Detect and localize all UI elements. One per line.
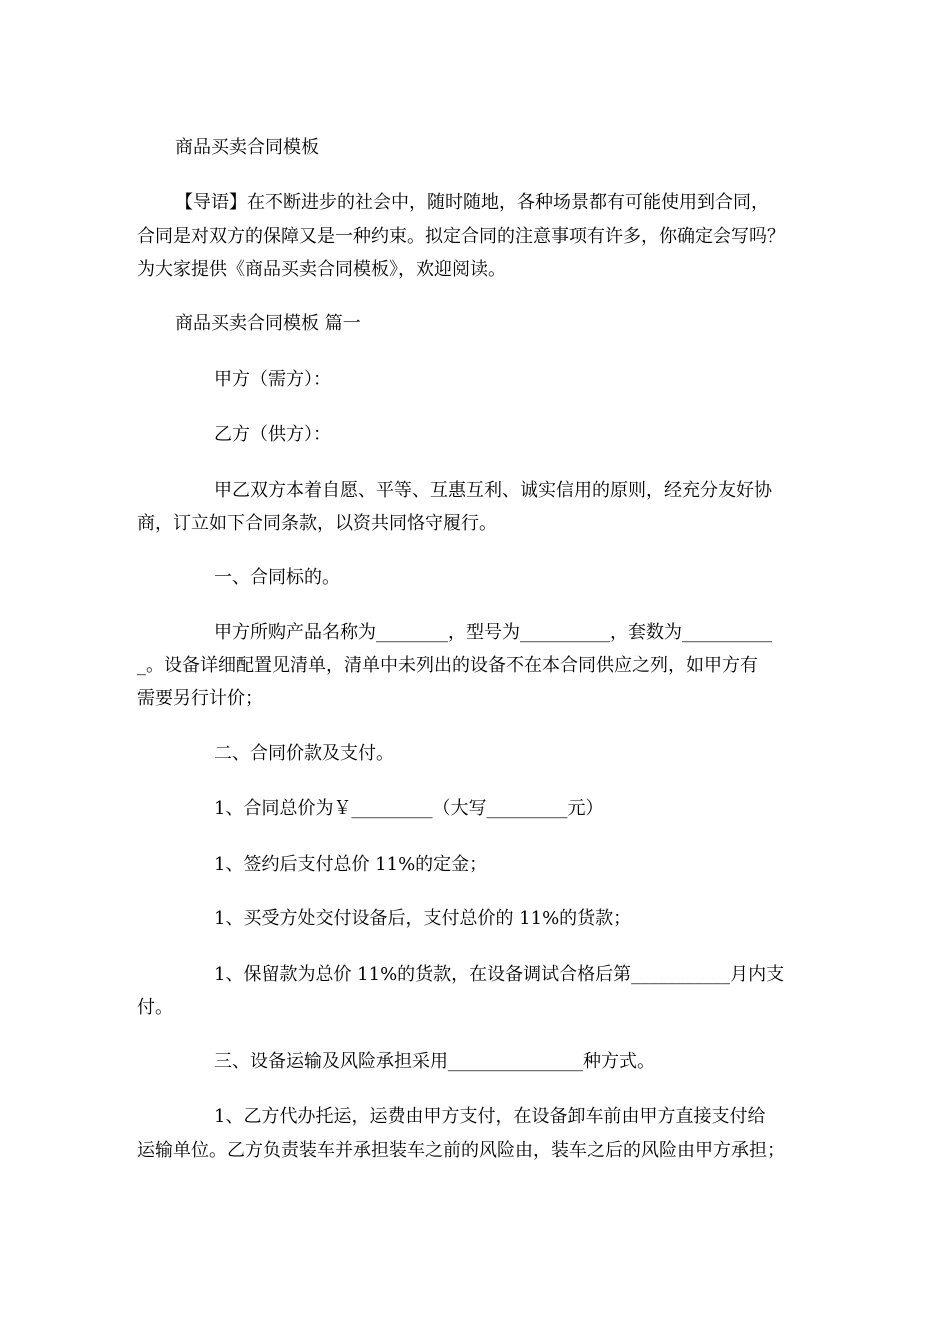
clause3-heading: 三、设备运输及风险承担采用_______________种方式。 [214, 1051, 655, 1072]
retention-line-2: 付。 [137, 997, 173, 1018]
clause2-heading: 二、合同价款及支付。 [214, 743, 394, 764]
clause3-line-2: 运输单位。乙方负责装车并承担装车之前的风险由，装车之后的风险由甲方承担； [137, 1140, 785, 1161]
intro-line-1: 【导语】在不断进步的社会中，随时随地，各种场景都有可能使用到合同， [175, 192, 769, 213]
clause2-item-1: 1、合同总价为￥_________（大写_________元） [214, 798, 604, 819]
preamble-line-1: 甲乙双方本着自愿、平等、互惠互利、诚实信用的原则，经充分友好协 [214, 480, 772, 501]
retention-line-1: 1、保留款为总价 11%的货款，在设备调试合格后第___________月内支 [214, 964, 785, 985]
clause2-item-2: 1、签约后支付总价 11%的定金； [214, 854, 488, 875]
intro-line-2: 合同是对双方的保障又是一种约束。拟定合同的注意事项有许多，你确定会写吗？ [137, 226, 785, 247]
clause1-line-2: _。设备详细配置见清单，清单中未列出的设备不在本合同供应之列，如甲方有 [137, 655, 758, 676]
document-title: 商品买卖合同模板 [175, 137, 319, 158]
section-title: 商品买卖合同模板 篇一 [175, 313, 361, 334]
clause1-line-3: 需要另行计价； [137, 688, 263, 709]
clause3-line-1: 1、乙方代办托运，运费由甲方支付，在设备卸车前由甲方直接支付给 [214, 1106, 766, 1127]
intro-line-3: 为大家提供《商品买卖合同模板》，欢迎阅读。 [137, 259, 506, 280]
party-b: 乙方（供方）： [214, 424, 331, 445]
clause2-item-3: 1、买受方处交付设备后，支付总价的 11%的货款； [214, 908, 632, 929]
party-a: 甲方（需方）： [214, 369, 331, 390]
clause1-line-1: 甲方所购产品名称为________，型号为__________，套数为__________ [214, 622, 772, 643]
preamble-line-2: 商，订立如下合同条款，以资共同恪守履行。 [137, 513, 497, 534]
clause1-heading: 一、合同标的。 [214, 567, 340, 588]
